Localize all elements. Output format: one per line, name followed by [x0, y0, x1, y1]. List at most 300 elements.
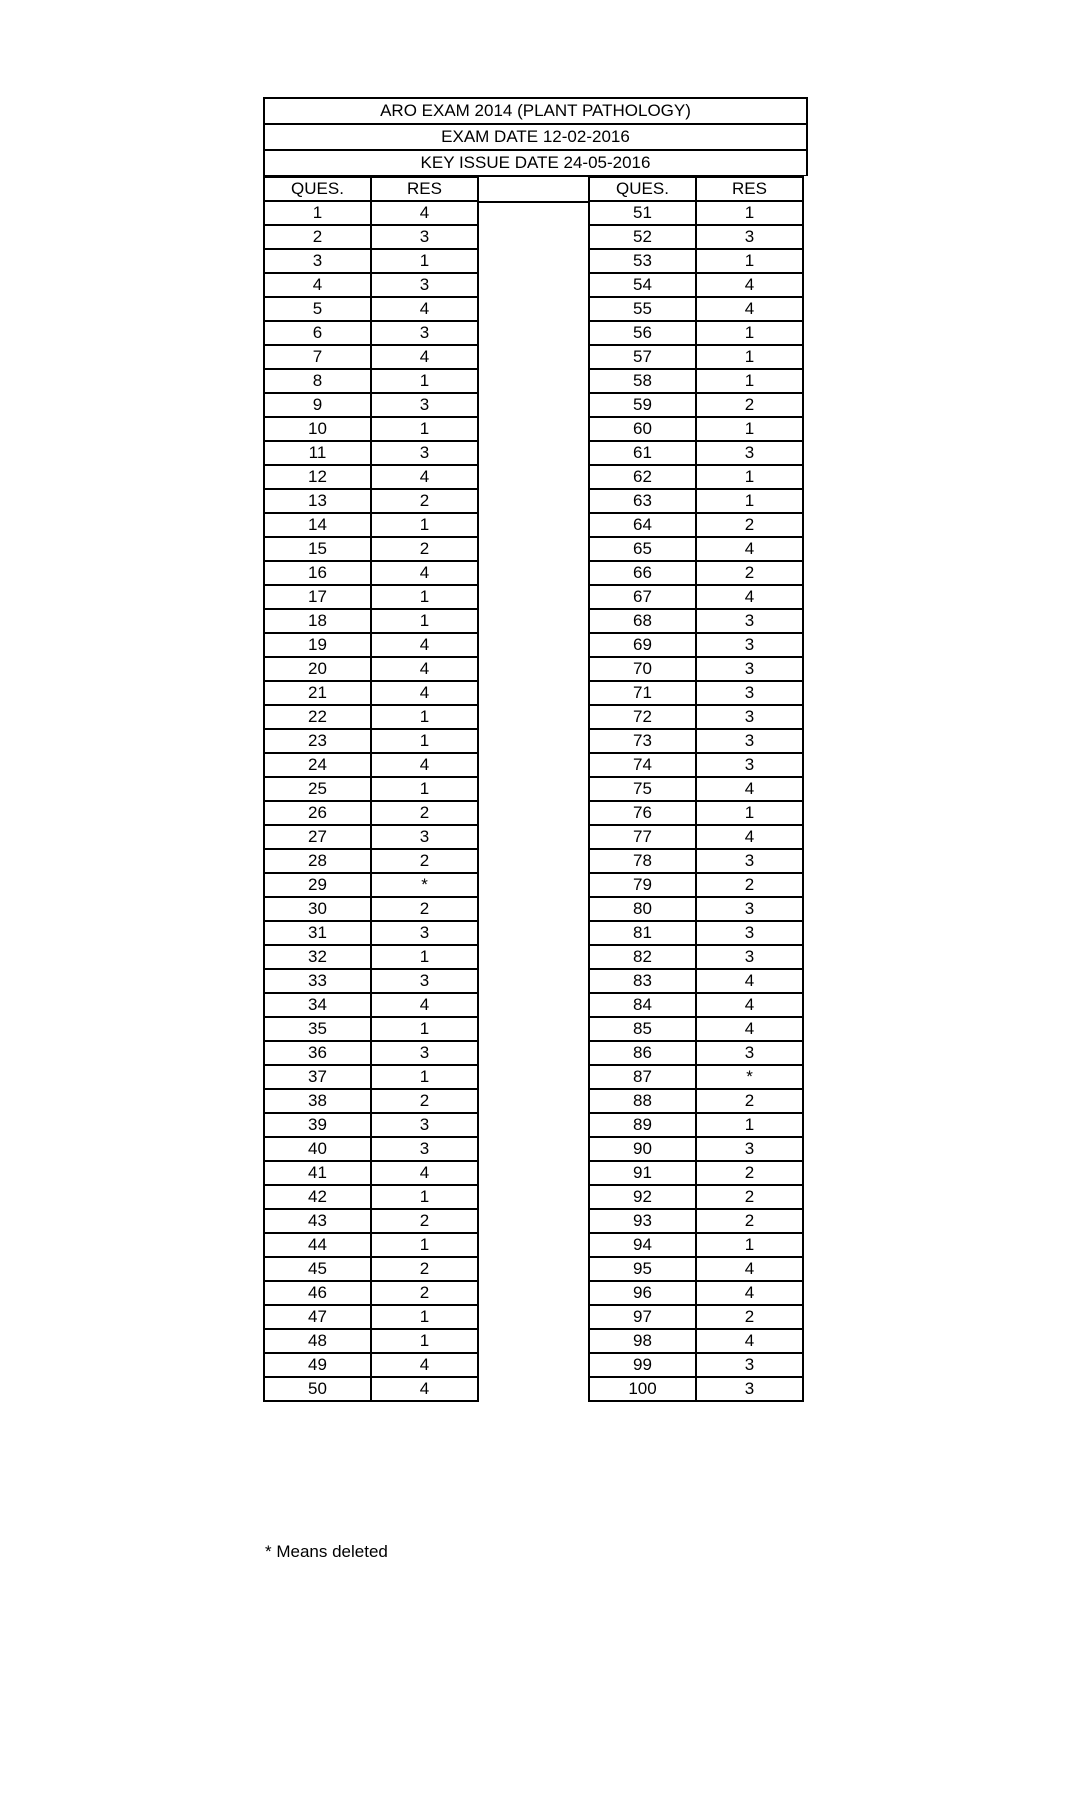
table-row [264, 825, 478, 849]
table-row [264, 1017, 478, 1041]
question-number: 1 [264, 201, 371, 225]
response-value: 4 [371, 345, 478, 369]
question-number: 84 [589, 993, 696, 1017]
answer-grid [263, 176, 808, 1402]
response-value: 1 [696, 321, 803, 345]
table-row [589, 1377, 803, 1401]
table-row [589, 993, 803, 1017]
response-value: 4 [696, 1329, 803, 1353]
table-row [264, 417, 478, 441]
table-row [264, 1065, 478, 1089]
table-row [264, 657, 478, 681]
question-number: 24 [264, 753, 371, 777]
key-issue-date: KEY ISSUE DATE 24-05-2016 [263, 149, 808, 176]
table-row [264, 897, 478, 921]
response-value: 3 [371, 1137, 478, 1161]
question-number: 4 [264, 273, 371, 297]
question-number: 72 [589, 705, 696, 729]
response-value: 2 [371, 849, 478, 873]
exam-title: ARO EXAM 2014 (PLANT PATHOLOGY) [263, 97, 808, 123]
response-value: 3 [371, 825, 478, 849]
response-value: 2 [371, 1089, 478, 1113]
response-value: 4 [696, 969, 803, 993]
question-number: 64 [589, 513, 696, 537]
column-header-row [589, 177, 803, 201]
table-row [589, 801, 803, 825]
question-number: 87 [589, 1065, 696, 1089]
response-value: 3 [371, 1113, 478, 1137]
question-number: 22 [264, 705, 371, 729]
question-number: 93 [589, 1209, 696, 1233]
table-row [589, 849, 803, 873]
table-row [589, 393, 803, 417]
response-value: 2 [371, 489, 478, 513]
response-column-header: RES [696, 177, 803, 201]
response-value: 3 [696, 1377, 803, 1401]
response-value: 1 [696, 465, 803, 489]
response-value: 1 [371, 1065, 478, 1089]
question-number: 43 [264, 1209, 371, 1233]
column-gap [479, 176, 588, 203]
answer-table-right [588, 176, 804, 1402]
table-row [589, 897, 803, 921]
question-number: 96 [589, 1281, 696, 1305]
response-value: 4 [371, 993, 478, 1017]
table-row [589, 225, 803, 249]
response-value: 3 [371, 441, 478, 465]
response-value: 1 [371, 1233, 478, 1257]
table-row [264, 849, 478, 873]
question-number: 20 [264, 657, 371, 681]
question-number: 27 [264, 825, 371, 849]
table-row [264, 1209, 478, 1233]
table-row [264, 1281, 478, 1305]
question-number: 13 [264, 489, 371, 513]
table-row [589, 1185, 803, 1209]
question-number: 63 [589, 489, 696, 513]
response-value: 2 [371, 897, 478, 921]
question-number: 92 [589, 1185, 696, 1209]
table-row [264, 1305, 478, 1329]
response-value: 3 [696, 945, 803, 969]
response-value: 4 [371, 297, 478, 321]
question-number: 98 [589, 1329, 696, 1353]
response-value: 2 [696, 1185, 803, 1209]
response-value: 2 [371, 801, 478, 825]
table-row [589, 705, 803, 729]
question-number: 45 [264, 1257, 371, 1281]
response-value: 2 [696, 1089, 803, 1113]
response-value: 1 [696, 1233, 803, 1257]
response-value: 4 [696, 1017, 803, 1041]
response-value: 4 [371, 465, 478, 489]
table-row [589, 681, 803, 705]
question-number: 47 [264, 1305, 371, 1329]
table-row [264, 345, 478, 369]
response-value: 1 [371, 945, 478, 969]
table-row [589, 1305, 803, 1329]
table-row [589, 777, 803, 801]
question-number: 89 [589, 1113, 696, 1137]
question-number: 37 [264, 1065, 371, 1089]
question-number: 32 [264, 945, 371, 969]
table-row [264, 993, 478, 1017]
response-value: 2 [696, 1161, 803, 1185]
response-value: 4 [371, 657, 478, 681]
response-value: 2 [696, 513, 803, 537]
table-row [589, 345, 803, 369]
table-row [264, 1137, 478, 1161]
table-row [264, 633, 478, 657]
answer-table-left [263, 176, 479, 1402]
table-row [264, 537, 478, 561]
question-number: 55 [589, 297, 696, 321]
question-number: 70 [589, 657, 696, 681]
response-value: 3 [696, 681, 803, 705]
response-value: 3 [696, 609, 803, 633]
question-number: 44 [264, 1233, 371, 1257]
table-row [589, 945, 803, 969]
response-value: 1 [371, 513, 478, 537]
question-number: 69 [589, 633, 696, 657]
response-value: 3 [696, 921, 803, 945]
question-number: 56 [589, 321, 696, 345]
question-number: 36 [264, 1041, 371, 1065]
response-value: 3 [696, 225, 803, 249]
question-number: 82 [589, 945, 696, 969]
response-value: 3 [696, 1137, 803, 1161]
table-row [589, 1065, 803, 1089]
question-number: 11 [264, 441, 371, 465]
response-value: * [371, 873, 478, 897]
table-row [264, 1113, 478, 1137]
question-number: 50 [264, 1377, 371, 1401]
response-value: 4 [696, 1257, 803, 1281]
question-number: 42 [264, 1185, 371, 1209]
response-value: 4 [371, 633, 478, 657]
response-value: 1 [696, 369, 803, 393]
question-number: 5 [264, 297, 371, 321]
question-number: 28 [264, 849, 371, 873]
question-number: 12 [264, 465, 371, 489]
response-value: 3 [371, 1041, 478, 1065]
table-row [264, 969, 478, 993]
exam-date: EXAM DATE 12-02-2016 [263, 123, 808, 149]
footnote: * Means deleted [265, 1542, 388, 1561]
question-number: 90 [589, 1137, 696, 1161]
table-row [589, 561, 803, 585]
response-value: 2 [696, 1209, 803, 1233]
question-number: 48 [264, 1329, 371, 1353]
response-value: 3 [696, 441, 803, 465]
response-value: 3 [371, 321, 478, 345]
question-number: 58 [589, 369, 696, 393]
table-row [589, 273, 803, 297]
table-row [264, 873, 478, 897]
question-number: 10 [264, 417, 371, 441]
response-value: 1 [371, 1185, 478, 1209]
question-number: 77 [589, 825, 696, 849]
table-row [264, 801, 478, 825]
table-row [589, 1353, 803, 1377]
question-number: 23 [264, 729, 371, 753]
response-value: 1 [696, 201, 803, 225]
response-value: 4 [371, 681, 478, 705]
table-row [589, 609, 803, 633]
question-column-header: QUES. [264, 177, 371, 201]
question-number: 3 [264, 249, 371, 273]
response-value: 3 [696, 705, 803, 729]
question-number: 8 [264, 369, 371, 393]
column-header-row [264, 177, 478, 201]
response-value: 1 [696, 417, 803, 441]
table-row [589, 417, 803, 441]
question-number: 52 [589, 225, 696, 249]
response-value: 1 [371, 417, 478, 441]
table-row [264, 1329, 478, 1353]
table-row [264, 201, 478, 225]
question-number: 25 [264, 777, 371, 801]
table-row [264, 513, 478, 537]
question-number: 74 [589, 753, 696, 777]
question-number: 68 [589, 609, 696, 633]
response-value: 3 [696, 657, 803, 681]
question-number: 66 [589, 561, 696, 585]
table-row [589, 753, 803, 777]
response-value: 3 [696, 1353, 803, 1377]
question-number: 49 [264, 1353, 371, 1377]
response-value: 4 [371, 753, 478, 777]
response-value: 1 [371, 1329, 478, 1353]
question-number: 54 [589, 273, 696, 297]
table-row [264, 753, 478, 777]
response-value: 4 [696, 993, 803, 1017]
table-row [589, 729, 803, 753]
question-number: 57 [589, 345, 696, 369]
response-value: 2 [371, 537, 478, 561]
question-number: 14 [264, 513, 371, 537]
table-row [264, 369, 478, 393]
response-value: 2 [371, 1209, 478, 1233]
table-row [264, 441, 478, 465]
table-row [589, 1281, 803, 1305]
response-value: 2 [371, 1257, 478, 1281]
response-value: 1 [371, 369, 478, 393]
question-number: 26 [264, 801, 371, 825]
table-row [264, 1353, 478, 1377]
response-value: 1 [371, 777, 478, 801]
question-number: 17 [264, 585, 371, 609]
response-value: 4 [696, 537, 803, 561]
response-value: 4 [696, 585, 803, 609]
table-row [264, 921, 478, 945]
question-number: 51 [589, 201, 696, 225]
question-number: 40 [264, 1137, 371, 1161]
table-row [589, 465, 803, 489]
answer-key-sheet [263, 97, 808, 1402]
table-row [589, 1329, 803, 1353]
response-value: 1 [696, 1113, 803, 1137]
response-value: 3 [371, 273, 478, 297]
question-number: 80 [589, 897, 696, 921]
table-row [264, 777, 478, 801]
question-number: 73 [589, 729, 696, 753]
response-value: 1 [696, 489, 803, 513]
table-row [589, 1233, 803, 1257]
table-row [264, 297, 478, 321]
response-value: 1 [371, 1305, 478, 1329]
response-value: 3 [696, 849, 803, 873]
question-number: 61 [589, 441, 696, 465]
table-row [589, 969, 803, 993]
question-number: 41 [264, 1161, 371, 1185]
response-value: 1 [371, 585, 478, 609]
table-row [589, 249, 803, 273]
table-row [264, 945, 478, 969]
response-value: 4 [696, 1281, 803, 1305]
response-value: 2 [696, 393, 803, 417]
question-number: 97 [589, 1305, 696, 1329]
table-row [589, 633, 803, 657]
question-number: 75 [589, 777, 696, 801]
response-value: 3 [696, 729, 803, 753]
table-row [589, 825, 803, 849]
table-row [264, 561, 478, 585]
response-value: 4 [371, 201, 478, 225]
table-row [589, 585, 803, 609]
question-number: 60 [589, 417, 696, 441]
question-number: 38 [264, 1089, 371, 1113]
table-row [264, 249, 478, 273]
response-value: 3 [371, 969, 478, 993]
question-number: 71 [589, 681, 696, 705]
table-row [589, 1017, 803, 1041]
response-value: 3 [371, 393, 478, 417]
response-value: 1 [371, 729, 478, 753]
table-row [589, 489, 803, 513]
table-row [589, 1209, 803, 1233]
table-row [264, 273, 478, 297]
table-row [589, 201, 803, 225]
response-value: 3 [696, 753, 803, 777]
response-value: 3 [371, 921, 478, 945]
response-value: * [696, 1065, 803, 1089]
response-value: 3 [696, 1041, 803, 1065]
table-row [589, 369, 803, 393]
response-value: 2 [371, 1281, 478, 1305]
question-number: 91 [589, 1161, 696, 1185]
question-number: 53 [589, 249, 696, 273]
table-row [264, 1185, 478, 1209]
response-value: 4 [696, 297, 803, 321]
table-row [264, 393, 478, 417]
table-row [264, 1377, 478, 1401]
response-value: 4 [371, 1377, 478, 1401]
table-row [589, 1041, 803, 1065]
question-number: 34 [264, 993, 371, 1017]
table-row [589, 441, 803, 465]
table-row [589, 921, 803, 945]
question-number: 30 [264, 897, 371, 921]
question-number: 94 [589, 1233, 696, 1257]
question-number: 15 [264, 537, 371, 561]
response-value: 3 [696, 897, 803, 921]
response-value: 1 [371, 705, 478, 729]
table-row [589, 1137, 803, 1161]
question-number: 78 [589, 849, 696, 873]
question-number: 95 [589, 1257, 696, 1281]
question-number: 21 [264, 681, 371, 705]
table-row [264, 1041, 478, 1065]
question-number: 33 [264, 969, 371, 993]
table-row [264, 1089, 478, 1113]
question-number: 2 [264, 225, 371, 249]
response-value: 2 [696, 561, 803, 585]
response-value: 1 [371, 1017, 478, 1041]
question-number: 59 [589, 393, 696, 417]
table-row [589, 1161, 803, 1185]
response-value: 1 [371, 249, 478, 273]
response-value: 4 [696, 777, 803, 801]
table-row [589, 297, 803, 321]
question-number: 6 [264, 321, 371, 345]
question-number: 100 [589, 1377, 696, 1401]
table-row [589, 537, 803, 561]
response-value: 2 [696, 1305, 803, 1329]
question-number: 76 [589, 801, 696, 825]
table-row [589, 657, 803, 681]
response-value: 3 [696, 633, 803, 657]
question-number: 88 [589, 1089, 696, 1113]
question-number: 99 [589, 1353, 696, 1377]
table-row [264, 489, 478, 513]
question-number: 18 [264, 609, 371, 633]
table-row [589, 321, 803, 345]
question-number: 19 [264, 633, 371, 657]
question-number: 39 [264, 1113, 371, 1137]
question-number: 67 [589, 585, 696, 609]
question-number: 46 [264, 1281, 371, 1305]
response-column-header: RES [371, 177, 478, 201]
question-number: 35 [264, 1017, 371, 1041]
response-value: 1 [696, 345, 803, 369]
question-number: 29 [264, 873, 371, 897]
table-row [589, 513, 803, 537]
table-row [589, 1113, 803, 1137]
response-value: 4 [371, 1353, 478, 1377]
table-row [264, 729, 478, 753]
table-row [264, 225, 478, 249]
response-value: 2 [696, 873, 803, 897]
response-value: 4 [371, 1161, 478, 1185]
table-row [589, 1089, 803, 1113]
table-row [264, 585, 478, 609]
question-number: 86 [589, 1041, 696, 1065]
question-number: 62 [589, 465, 696, 489]
table-row [264, 1161, 478, 1185]
response-value: 3 [371, 225, 478, 249]
table-row [589, 1257, 803, 1281]
table-row [264, 1233, 478, 1257]
response-value: 1 [696, 249, 803, 273]
response-value: 4 [371, 561, 478, 585]
table-row [264, 321, 478, 345]
question-number: 79 [589, 873, 696, 897]
question-number: 7 [264, 345, 371, 369]
table-row [264, 465, 478, 489]
response-value: 4 [696, 273, 803, 297]
response-value: 4 [696, 825, 803, 849]
